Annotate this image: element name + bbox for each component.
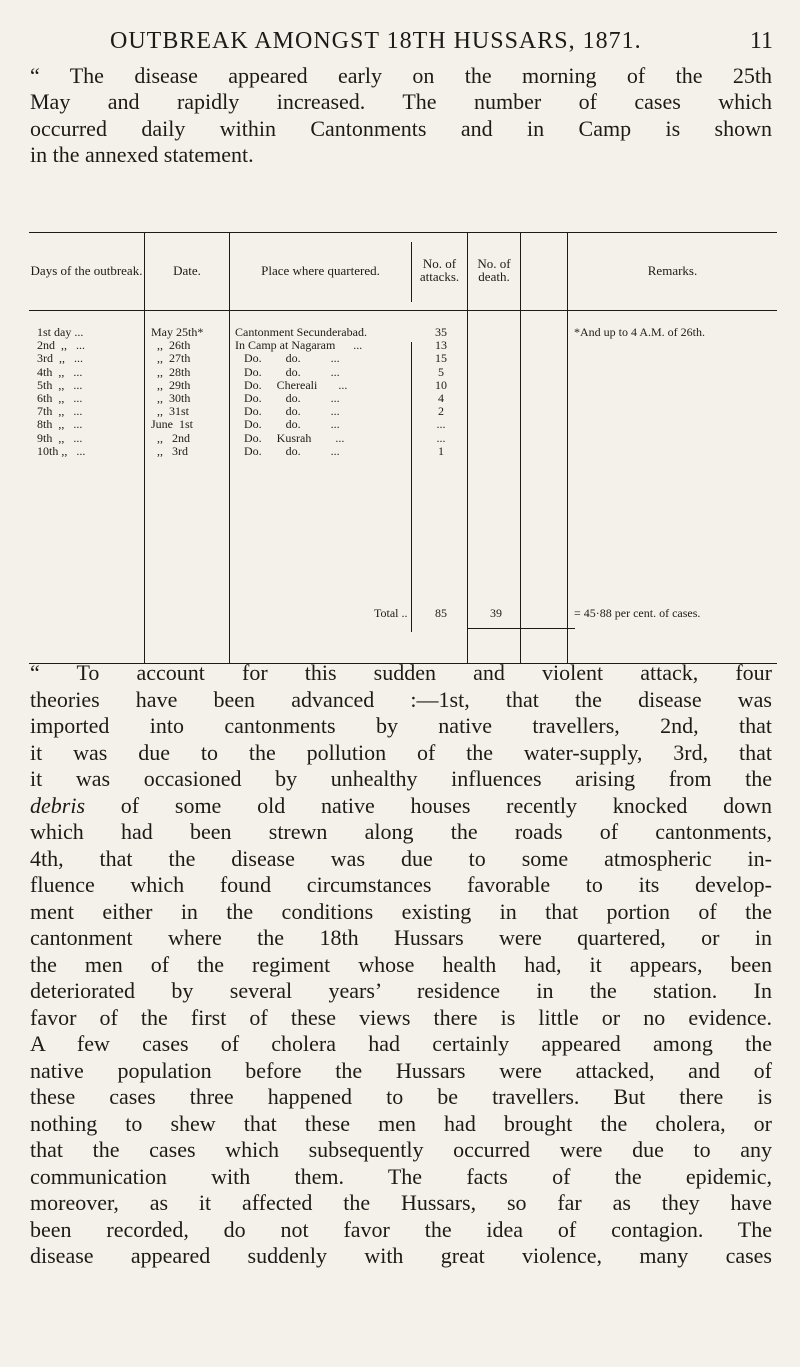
header-days: Days of the outbreak. [30, 262, 143, 278]
row-attacks: 15 [435, 351, 447, 366]
header-remarks: Remarks. [647, 262, 698, 278]
text-line: occurred daily within Cantonments and in Camp is shown [30, 115, 772, 141]
text-line: fluence which found circumstances favorable to its develop- [30, 872, 772, 897]
row-attacks: 10 [435, 377, 447, 392]
text-line: May and rapidly increased. The number of cases which [30, 89, 772, 115]
row-attacks: 2 [438, 404, 444, 419]
total-attacks: 85 [435, 606, 447, 620]
row-day: 9th ,, ... [37, 430, 83, 445]
row-day: 5th ,, ... [37, 377, 83, 392]
header-place: Place where quartered. [261, 262, 380, 278]
text-line: been recorded, do not favor the idea of contagion. The [30, 1216, 772, 1242]
text-line: debris of some old native houses recently knocked down [30, 792, 772, 818]
text-line: cantonment where the 18th Hussars were quartered, or in [30, 925, 772, 950]
row-place: Do. do. ... [235, 417, 340, 432]
total-deaths: 39 [490, 606, 502, 620]
row-place: Do. do. ... [235, 443, 340, 458]
header-attacks: No. of attacks. [419, 256, 460, 284]
header-date: Date. [173, 262, 201, 278]
row-date: May 25th* [151, 325, 204, 339]
text-line: “ To account for this sudden and violent attack, four [30, 660, 772, 685]
text-line: in the annexed statement. [30, 142, 254, 168]
text-line: ment either in the conditions existing in that portion of the [30, 898, 772, 924]
row-place: Cantonment Secunderabad. [235, 325, 367, 339]
text-line: nothing to shew that these men had brought the cholera, or [30, 1110, 772, 1136]
row-date: ,, 28th [151, 364, 191, 379]
row-day: 6th ,, ... [37, 391, 83, 405]
row-place: Do. Chereali ... [235, 377, 348, 392]
text-line: the men of the regiment whose health had, it appears, been [30, 951, 772, 977]
text-line: favor of the first of these views there is little or no evidence. [30, 1004, 772, 1030]
row-day: 4th ,, ... [37, 364, 83, 379]
intro-paragraph [30, 63, 772, 169]
row-place: Do. do. ... [235, 364, 340, 379]
running-title: OUTBREAK AMONGST 18TH HUSSARS, 1871. [110, 28, 642, 54]
text-line: these cases three happened to be travellers. But there is [30, 1084, 772, 1109]
text-line: A few cases of cholera had certainly appeared among the [30, 1031, 772, 1056]
text-line: which had been strewn along the roads of cantonments, [30, 819, 772, 844]
total-label: Total .. [374, 606, 408, 620]
body-paragraph [30, 660, 772, 1270]
text-line: that the cases which subsequently occurred were due to any [30, 1137, 772, 1162]
cholera-statement-table [29, 232, 777, 664]
text-line: communication with them. The facts of the epidemic, [30, 1163, 772, 1189]
text-line: it was occasioned by unhealthy influences arising from the [30, 766, 772, 791]
row-place: In Camp at Nagaram ... [235, 338, 363, 353]
row-day: 2nd ,, ... [37, 338, 85, 353]
text-line: moreover, as it affected the Hussars, so far as they have [30, 1190, 772, 1215]
row-date: June 1st [151, 417, 193, 432]
row-attacks: 1 [438, 443, 444, 458]
row-date: ,, 2nd [151, 430, 190, 445]
row-place: Do. do. ... [235, 391, 340, 405]
row-date: ,, 29th [151, 377, 191, 392]
row-place: Do. do. ... [235, 404, 340, 419]
header-deaths: No. of death. [477, 256, 511, 284]
text-line: theories have been advanced :—1st, that the disease was [30, 686, 772, 712]
text-line: disease appeared suddenly with great violence, many cases [30, 1243, 772, 1268]
italic-word: debris [30, 792, 85, 818]
row-place: Do. do. ... [235, 351, 340, 366]
row-day: 8th ,, ... [37, 417, 83, 432]
row-date: ,, 31st [151, 404, 190, 419]
row-date: ,, 3rd [151, 443, 188, 458]
remark-note: *And up to 4 A.M. of 26th. [574, 325, 706, 339]
row-attacks: 13 [435, 338, 447, 353]
row-attacks: ... [436, 417, 446, 432]
text-line: native population before the Hussars were attacked, and of [30, 1057, 772, 1083]
row-date: ,, 30th [151, 391, 191, 405]
text-line: deteriorated by several years’ residence in the station. In [30, 978, 772, 1003]
row-date: ,, 26th [151, 338, 191, 353]
text-line: imported into cantonments by native travellers, 2nd, that [30, 713, 772, 738]
row-place: Do. Kusrah ... [235, 430, 345, 445]
row-attacks: 35 [435, 325, 447, 339]
row-day: 3rd ,, ... [37, 351, 83, 366]
total-remark: = 45·88 per cent. of cases. [574, 606, 701, 620]
row-day: 7th ,, ... [37, 404, 83, 419]
row-date: ,, 27th [151, 351, 191, 366]
row-attacks: 5 [438, 364, 444, 379]
row-day: 10th ,, ... [37, 443, 86, 458]
row-day: 1st day ... [37, 325, 84, 339]
text-line: “ The disease appeared early on the morning of the 25th [30, 63, 772, 88]
running-head [0, 28, 800, 58]
page-number: 11 [749, 28, 773, 54]
text-line: it was due to the pollution of the water-supply, 3rd, that [30, 739, 772, 765]
text-line: 4th, that the disease was due to some atmospheric in- [30, 845, 772, 871]
row-attacks: 4 [438, 391, 444, 405]
row-attacks: ... [436, 430, 446, 445]
